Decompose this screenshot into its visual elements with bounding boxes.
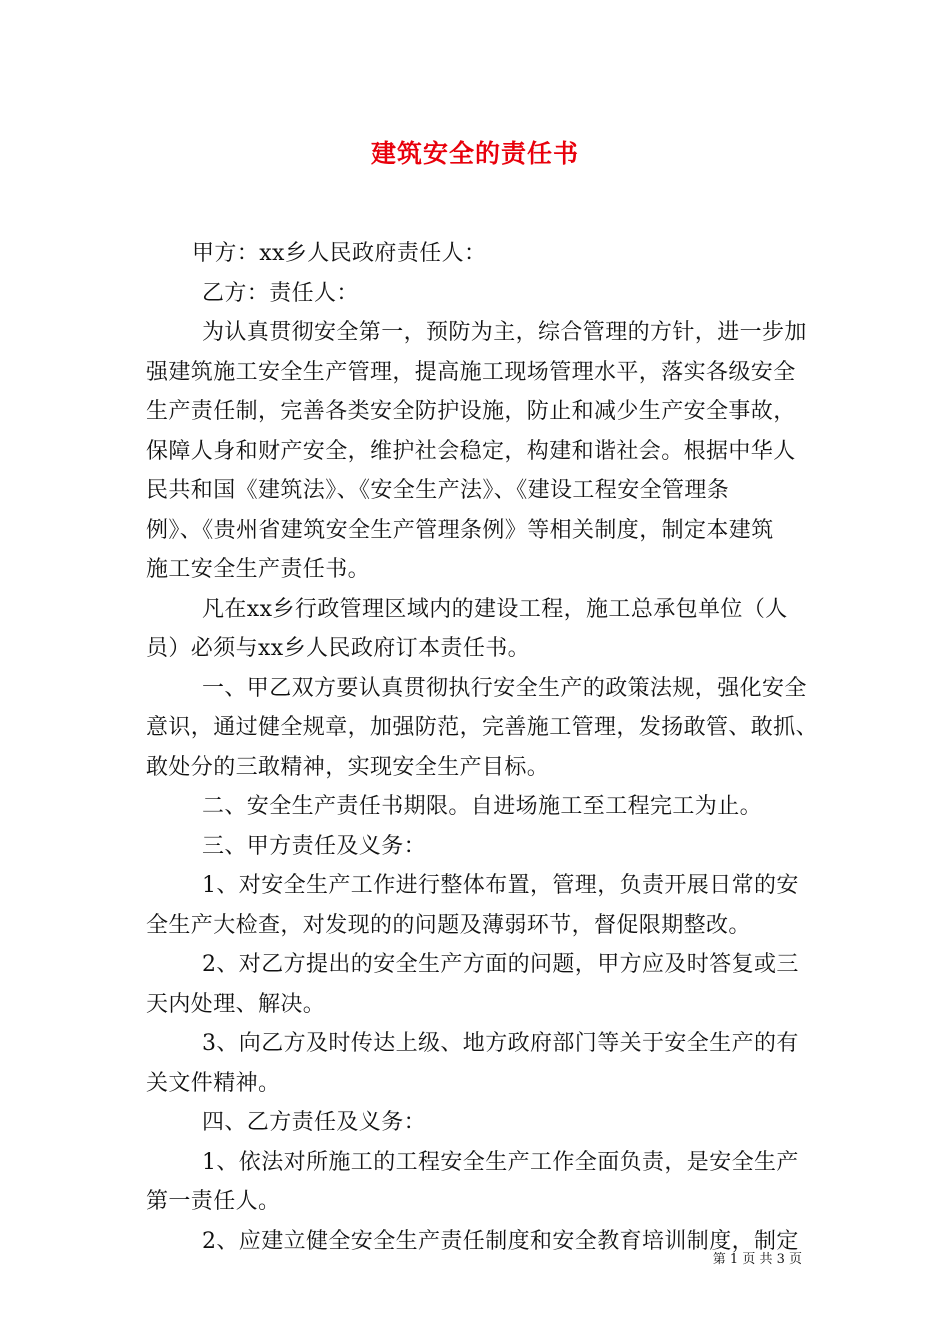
text-line: 第一责任人。: [146, 1189, 281, 1214]
page-number: 第 1 页 共 3 页: [712, 1252, 802, 1267]
text-line: 强建筑施工安全生产管理，提高施工现场管理水平，落实各级安全: [146, 359, 796, 385]
text-line: 施工安全生产责任书。: [146, 557, 371, 582]
text-line: 保障人身和财产安全，维护社会稳定，构建和谐社会。根据中华人: [146, 438, 796, 464]
text-line: 员）必须与xx乡人民政府订本责任书。: [146, 636, 531, 661]
text-line: 二、安全生产责任书期限。自进场施工至工程完工为止。: [202, 794, 763, 819]
text-line: 四、乙方责任及义务：: [202, 1110, 427, 1135]
text-line: 1、对安全生产工作进行整体布置，管理，负责开展日常的安: [202, 873, 799, 898]
text-line: 一、甲乙双方要认真贯彻执行安全生产的政策法规，强化安全: [202, 675, 807, 701]
text-line: 关文件精神。: [146, 1070, 281, 1096]
text-line: 甲方：xx乡人民政府责任人：: [192, 241, 487, 266]
text-line: 1、依法对所施工的工程安全生产工作全面负责，是安全生产: [202, 1149, 799, 1175]
text-line: 例》、《贵州省建筑安全生产管理条例》等相关制度，制定本建筑: [146, 517, 774, 543]
text-line: 2、对乙方提出的安全生产方面的问题，甲方应及时答复或三: [202, 952, 799, 977]
text-line: 全生产大检查，对发现的的问题及薄弱环节，督促限期整改。: [146, 912, 751, 938]
document-title: 建筑安全的责任书: [370, 139, 579, 168]
text-line: 天内处理、解决。: [146, 991, 326, 1017]
text-line: 3、向乙方及时传达上级、地方政府部门等关于安全生产的有: [202, 1031, 799, 1056]
text-line: 意识，通过健全规章，加强防范，完善施工管理，发扬敢管、敢抓、: [146, 715, 819, 740]
text-line: 敢处分的三敢精神，实现安全生产目标。: [146, 754, 550, 780]
text-line: 2、应建立健全安全生产责任制度和安全教育培训制度，制定: [202, 1228, 799, 1254]
text-line: 民共和国《建筑法》、《安全生产法》、《建设工程安全管理条: [146, 478, 730, 503]
text-line: 生产责任制，完善各类安全防护设施，防止和减少生产安全事故，: [146, 399, 796, 424]
document-body: [146, 234, 819, 1261]
text-line: 为认真贯彻安全第一，预防为主，综合管理的方针，进一步加: [202, 320, 807, 345]
text-line: 三、甲方责任及义务：: [202, 833, 427, 859]
text-line: 乙方：责任人：: [202, 280, 359, 306]
text-line: 凡在xx乡行政管理区域内的建设工程，施工总承包单位（人: [202, 596, 788, 622]
